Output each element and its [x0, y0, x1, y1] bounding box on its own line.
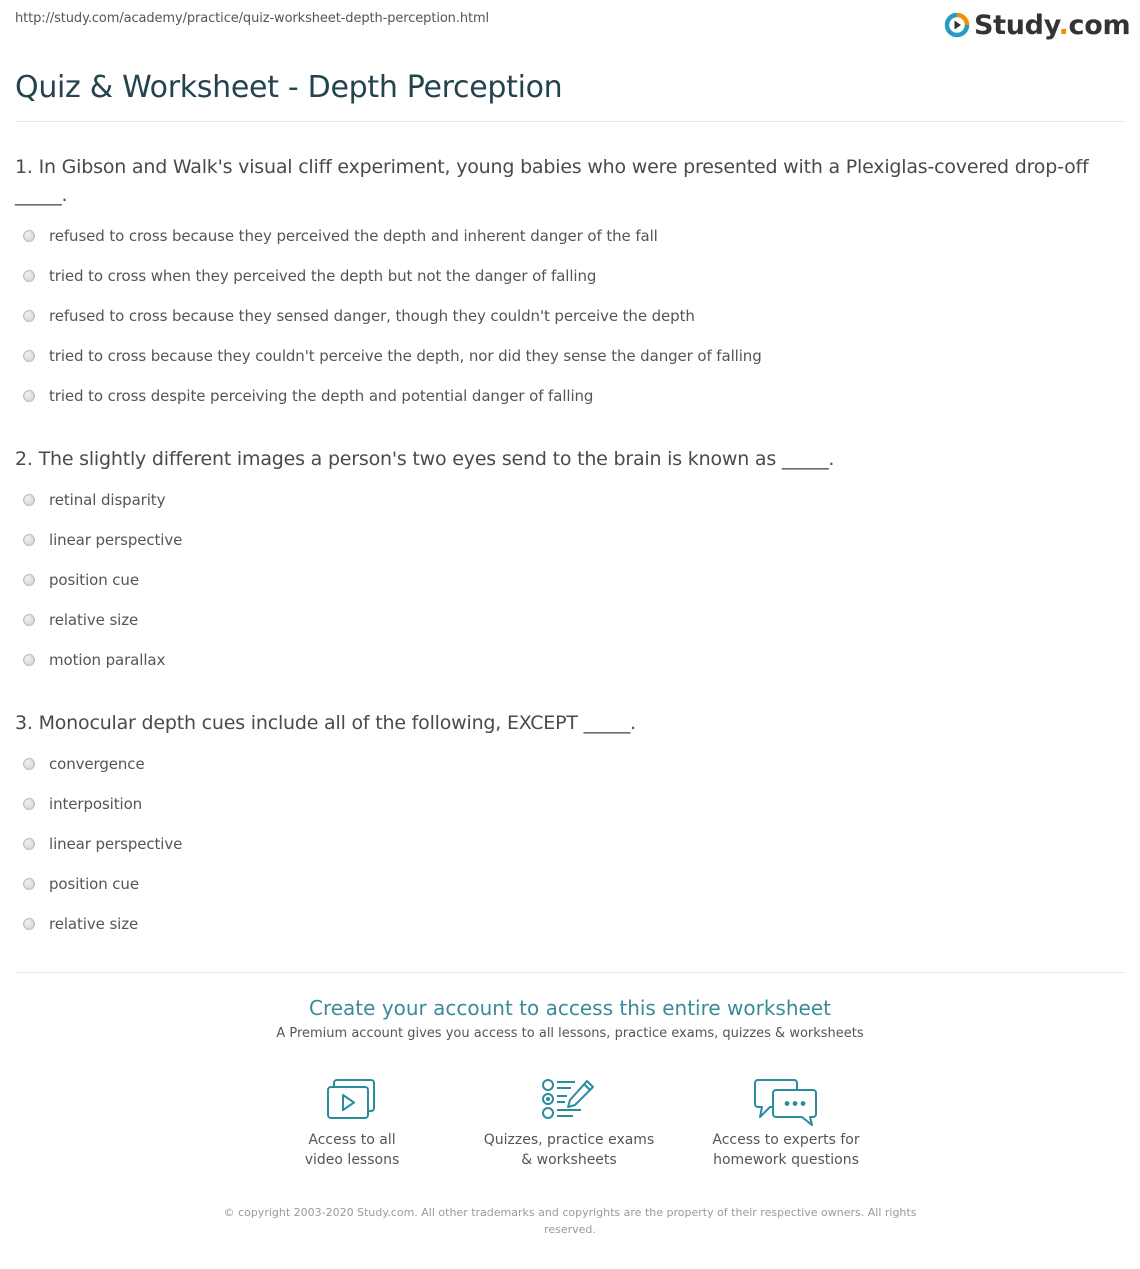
video-lessons-icon: [326, 1078, 378, 1120]
option-label: retinal disparity: [49, 491, 166, 509]
radio-button-icon[interactable]: [23, 494, 35, 506]
cta-subtitle: A Premium account gives you access to all lessons, practice exams, quizzes & worksheets: [276, 1026, 864, 1041]
feature-quizzes: [469, 1078, 669, 1170]
feature-video-lessons: [252, 1078, 452, 1170]
radio-button-icon[interactable]: [23, 918, 35, 930]
answer-option[interactable]: [22, 600, 182, 640]
answer-option[interactable]: [22, 904, 182, 944]
quiz-checklist-icon: [541, 1078, 597, 1120]
radio-button-icon[interactable]: [23, 798, 35, 810]
radio-button-icon[interactable]: [23, 758, 35, 770]
question-3-options: [22, 744, 182, 944]
answer-option[interactable]: [22, 784, 182, 824]
answer-option[interactable]: [22, 824, 182, 864]
answer-option[interactable]: [22, 256, 762, 296]
option-label: relative size: [49, 611, 139, 629]
question-2-text: 2. The slightly different images a person's two eyes send to the brain is known as _____.: [15, 448, 835, 470]
option-label: relative size: [49, 915, 139, 933]
page-url: http://study.com/academy/practice/quiz-worksheet-depth-perception.html: [15, 11, 490, 26]
radio-button-icon[interactable]: [23, 654, 35, 666]
feature-label: Access to experts for homework questions: [712, 1132, 860, 1168]
study-logo[interactable]: [944, 9, 1130, 41]
option-label: position cue: [49, 875, 139, 893]
option-label: linear perspective: [49, 531, 183, 549]
copyright-footer: © copyright 2003-2020 Study.com. All other trademarks and copyrights are the property of their respective owners. All rights reserved.: [223, 1206, 917, 1236]
radio-button-icon[interactable]: [23, 310, 35, 322]
question-3-text: 3. Monocular depth cues include all of the following, EXCEPT _____.: [15, 712, 636, 734]
question-2-options: [22, 480, 182, 680]
logo-wordmark: Study.com: [974, 9, 1131, 41]
option-label: tried to cross despite perceiving the depth and potential danger of falling: [49, 387, 594, 405]
option-label: interposition: [49, 795, 143, 813]
answer-option[interactable]: [22, 520, 182, 560]
option-label: convergence: [49, 755, 145, 773]
answer-option[interactable]: [22, 216, 762, 256]
answer-option[interactable]: [22, 376, 762, 416]
radio-button-icon[interactable]: [23, 390, 35, 402]
radio-button-icon[interactable]: [23, 838, 35, 850]
feature-label: Access to all video lessons: [304, 1132, 400, 1168]
question-1-text: 1. In Gibson and Walk's visual cliff experiment, young babies who were presented with a Plexiglas-covered drop-off _____.: [15, 156, 1089, 206]
play-circle-logo-icon: [944, 12, 970, 38]
option-label: linear perspective: [49, 835, 183, 853]
radio-button-icon[interactable]: [23, 878, 35, 890]
answer-option[interactable]: [22, 480, 182, 520]
radio-button-icon[interactable]: [23, 614, 35, 626]
chat-bubbles-icon: [754, 1078, 818, 1126]
option-label: tried to cross because they couldn't perceive the depth, nor did they sense the danger of falling: [49, 347, 762, 365]
radio-button-icon[interactable]: [23, 350, 35, 362]
radio-button-icon[interactable]: [23, 270, 35, 282]
feature-label: Quizzes, practice exams & worksheets: [483, 1132, 655, 1168]
option-label: refused to cross because they perceived the depth and inherent danger of the fall: [49, 227, 658, 245]
title-divider: [15, 121, 1125, 122]
answer-option[interactable]: [22, 744, 182, 784]
feature-experts: [686, 1078, 886, 1170]
option-label: refused to cross because they sensed danger, though they couldn't perceive the depth: [49, 307, 695, 325]
page-title: Quiz & Worksheet - Depth Perception: [15, 70, 563, 105]
question-1-options: [22, 216, 762, 416]
radio-button-icon[interactable]: [23, 574, 35, 586]
answer-option[interactable]: [22, 640, 182, 680]
option-label: tried to cross when they perceived the depth but not the danger of falling: [49, 267, 597, 285]
radio-button-icon[interactable]: [23, 534, 35, 546]
answer-option[interactable]: [22, 560, 182, 600]
cta-divider: [15, 972, 1125, 973]
option-label: motion parallax: [49, 651, 166, 669]
answer-option[interactable]: [22, 864, 182, 904]
option-label: position cue: [49, 571, 139, 589]
radio-button-icon[interactable]: [23, 230, 35, 242]
create-account-link[interactable]: Create your account to access this entire worksheet: [309, 996, 831, 1020]
answer-option[interactable]: [22, 336, 762, 376]
answer-option[interactable]: [22, 296, 762, 336]
